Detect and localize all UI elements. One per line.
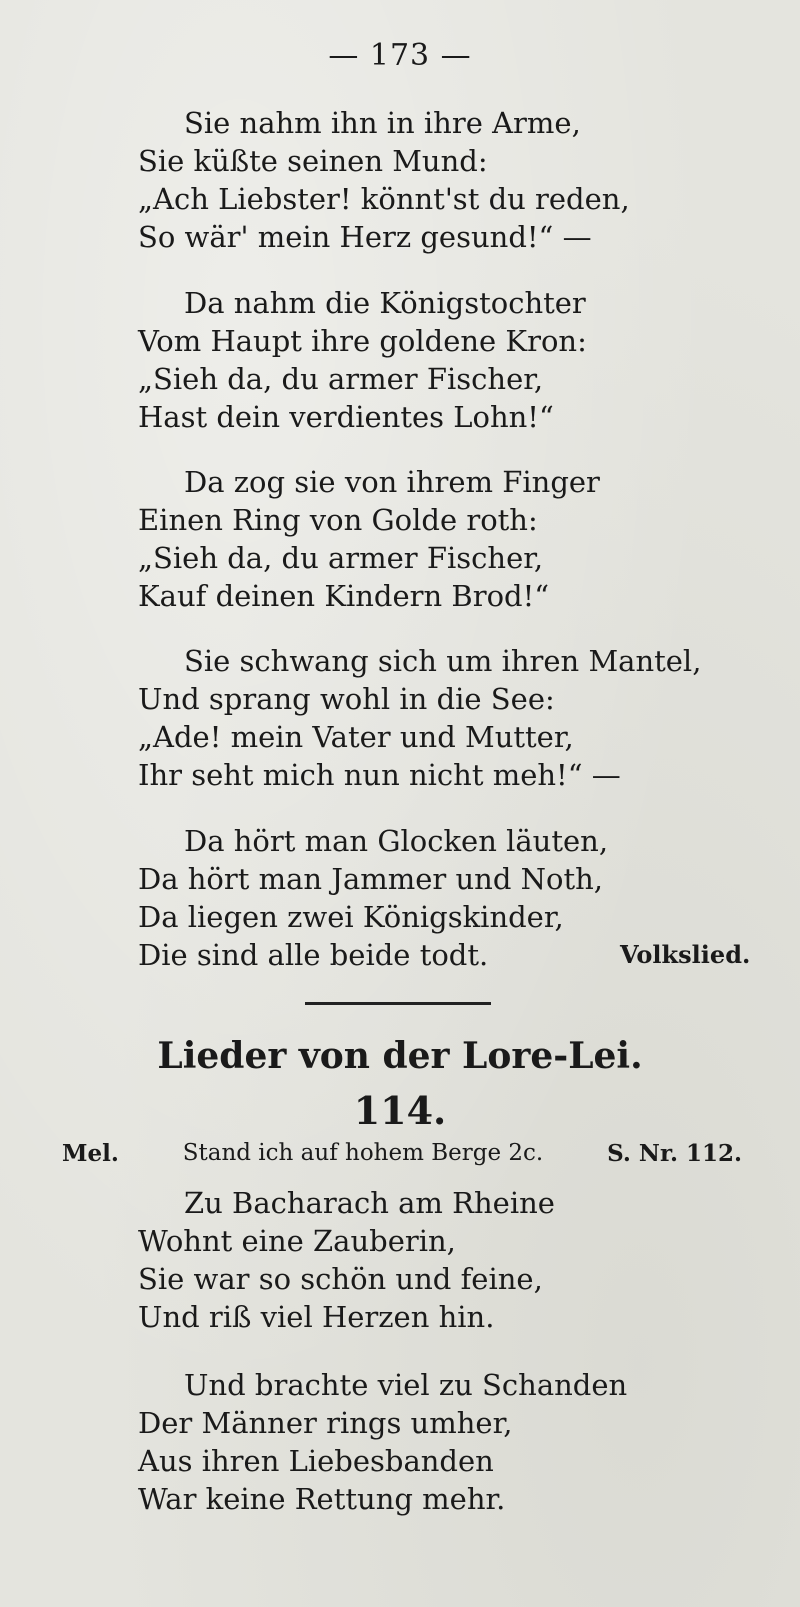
verse-line: Sie küßte seinen Mund: xyxy=(138,144,488,178)
melody-tune: Stand ich auf hohem Berge 2c. xyxy=(182,1140,544,1166)
verse-line: Und brachte viel zu Schanden xyxy=(184,1368,628,1402)
verse-line: Der Männer rings umher, xyxy=(138,1406,513,1440)
verse-line: Da hört man Glocken läuten, xyxy=(184,824,609,858)
verse-line: Sie schwang sich um ihren Mantel, xyxy=(184,644,702,678)
verse-line: Da hört man Jammer und Noth, xyxy=(138,862,603,896)
verse-line: Einen Ring von Golde roth: xyxy=(138,503,538,537)
stanza xyxy=(138,822,608,974)
verse-line: Ihr seht mich nun nicht meh!“ — xyxy=(138,758,621,792)
verse-line: Vom Haupt ihre goldene Kron: xyxy=(138,324,587,358)
stanza xyxy=(138,104,630,256)
verse-line: Und sprang wohl in die See: xyxy=(138,682,555,716)
verse-line: Aus ihren Liebesbanden xyxy=(138,1444,494,1478)
verse-line: Sie war so schön und feine, xyxy=(138,1262,543,1296)
verse-line: „Sieh da, du armer Fischer, xyxy=(138,541,544,575)
section-divider xyxy=(305,1002,491,1005)
verse-line: Wohnt eine Zauberin, xyxy=(138,1224,456,1258)
attribution: Volkslied. xyxy=(620,940,751,969)
verse-line: Kauf deinen Kindern Brod!“ xyxy=(138,579,550,613)
melody-line xyxy=(62,1140,742,1167)
melody-label: Mel. xyxy=(62,1140,119,1167)
stanza xyxy=(138,642,701,794)
verse-line: Da nahm die Königstochter xyxy=(184,286,586,320)
stanza xyxy=(138,284,587,436)
verse-line: Da liegen zwei Königskinder, xyxy=(138,900,564,934)
verse-line: „Ach Liebster! könnt'st du reden, xyxy=(138,182,630,216)
page-number: — 173 — xyxy=(328,38,472,73)
melody-reference: S. Nr. 112. xyxy=(607,1140,742,1167)
verse-line: Hast dein verdientes Lohn!“ xyxy=(138,400,554,434)
verse-line: Zu Bacharach am Rheine xyxy=(184,1186,555,1220)
verse-line: Da zog sie von ihrem Finger xyxy=(184,465,600,499)
verse-line: „Ade! mein Vater und Mutter, xyxy=(138,720,574,754)
verse-line: Und riß viel Herzen hin. xyxy=(138,1300,495,1334)
section-title: Lieder von der Lore-Lei. xyxy=(157,1035,643,1077)
verse-line: So wär' mein Herz gesund!“ — xyxy=(138,220,592,254)
stanza xyxy=(138,1366,627,1518)
verse-line: Die sind alle beide todt. xyxy=(138,938,489,972)
verse-line: War keine Rettung mehr. xyxy=(138,1482,506,1516)
verse-line: „Sieh da, du armer Fischer, xyxy=(138,362,544,396)
verse-line: Sie nahm ihn in ihre Arme, xyxy=(184,106,581,140)
stanza xyxy=(138,1184,555,1336)
stanza xyxy=(138,463,600,615)
song-number: 114. xyxy=(353,1088,447,1133)
